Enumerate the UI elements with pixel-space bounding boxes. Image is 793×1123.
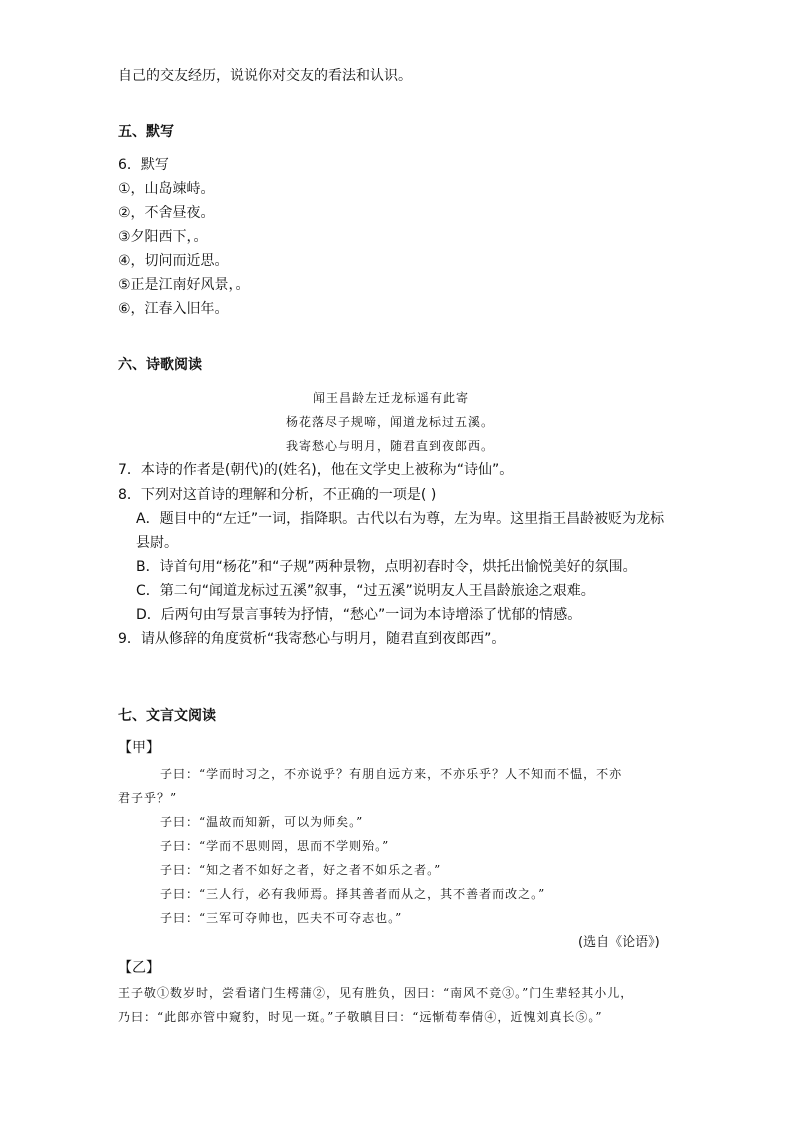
yi-label: 【乙】 xyxy=(118,960,160,976)
jia-line-6: 子曰：“三军可夺帅也，匹夫不可夺志也。” xyxy=(160,911,403,925)
section7-title: 七、文言文阅读 xyxy=(118,708,216,724)
question-8: 8．下列对这首诗的理解和分析，不正确的一项是( ) xyxy=(118,487,437,503)
q8-option-a: A．题目中的“左迁”一词，指降职。古代以右为尊，左为卑。这里指王昌龄被贬为龙标 xyxy=(136,511,665,527)
q8-option-b: B．诗首句用“杨花”和“子规”两种景物，点明初春时令，烘托出愉悦美好的氛围。 xyxy=(136,559,637,575)
jia-source: (选自《论语》) xyxy=(578,935,660,950)
jia-label: 【甲】 xyxy=(118,740,160,756)
yi-line-1: 王子敬①数岁时，尝看诸门生樗蒲②，见有胜负，因曰：“南风不竞③。”门生辈轻其小儿， xyxy=(118,986,634,1000)
question-6: 6．默写 xyxy=(118,157,169,173)
question-7: 7．本诗的作者是(朝代)的(姓名)，他在文学史上被称为“诗仙”。 xyxy=(118,462,514,478)
poem-line-1: 杨花落尽子规啼，闻道龙标过五溪。 xyxy=(286,415,495,429)
q8-option-c: C．第二句“闻道龙标过五溪”叙事，“过五溪”说明友人王昌龄旅途之艰难。 xyxy=(136,583,595,599)
dictation-item-6: ⑥，江春入旧年。 xyxy=(118,301,229,317)
jia-line-3: 子曰：“学而不思则罔，思而不学则殆。” xyxy=(160,839,390,853)
poem-title: 闻王昌龄左迁龙标遥有此寄 xyxy=(313,391,470,405)
dictation-item-3: ③夕阳西下，。 xyxy=(118,229,208,245)
jia-line-5: 子曰：“三人行，必有我师焉。择其善者而从之，其不善者而改之。” xyxy=(160,887,546,901)
dictation-item-1: ①，山岛竦峙。 xyxy=(118,181,215,197)
section5-title: 五、默写 xyxy=(118,124,174,140)
dictation-item-5: ⑤正是江南好风景，。 xyxy=(118,277,250,293)
dictation-item-2: ②，不舍昼夜。 xyxy=(118,205,215,221)
jia-line-4: 子曰：“知之者不如好之者，好之者不如乐之者。” xyxy=(160,863,442,877)
dictation-item-4: ④，切问而近思。 xyxy=(118,253,229,269)
q8-option-d: D．后两句由写景言事转为抒情，“愁心”一词为本诗增添了忧郁的情感。 xyxy=(136,607,582,623)
jia-line-1-cont: 君子乎？” xyxy=(118,791,178,805)
section6-title: 六、诗歌阅读 xyxy=(118,357,202,373)
q8-option-a-cont: 县尉。 xyxy=(136,535,178,551)
jia-line-2: 子曰：“温故而知新，可以为师矣。” xyxy=(160,815,364,829)
poem-line-2: 我寄愁心与明月，随君直到夜郎西。 xyxy=(286,439,495,453)
jia-line-1: 子曰：“学而时习之，不亦说乎？有朋自远方来，不亦乐乎？人不知而不愠，不亦 xyxy=(160,767,623,781)
question-9: 9．请从修辞的角度赏析“我寄愁心与明月，随君直到夜郎西”。 xyxy=(118,631,506,647)
yi-line-2: 乃曰：“此郎亦管中窥豹，时见一斑。”子敬瞋目曰：“远惭荀奉倩④，近愧刘真长⑤。” xyxy=(118,1010,603,1024)
intro-tail-text: 自己的交友经历，说说你对交友的看法和认识。 xyxy=(118,68,412,84)
